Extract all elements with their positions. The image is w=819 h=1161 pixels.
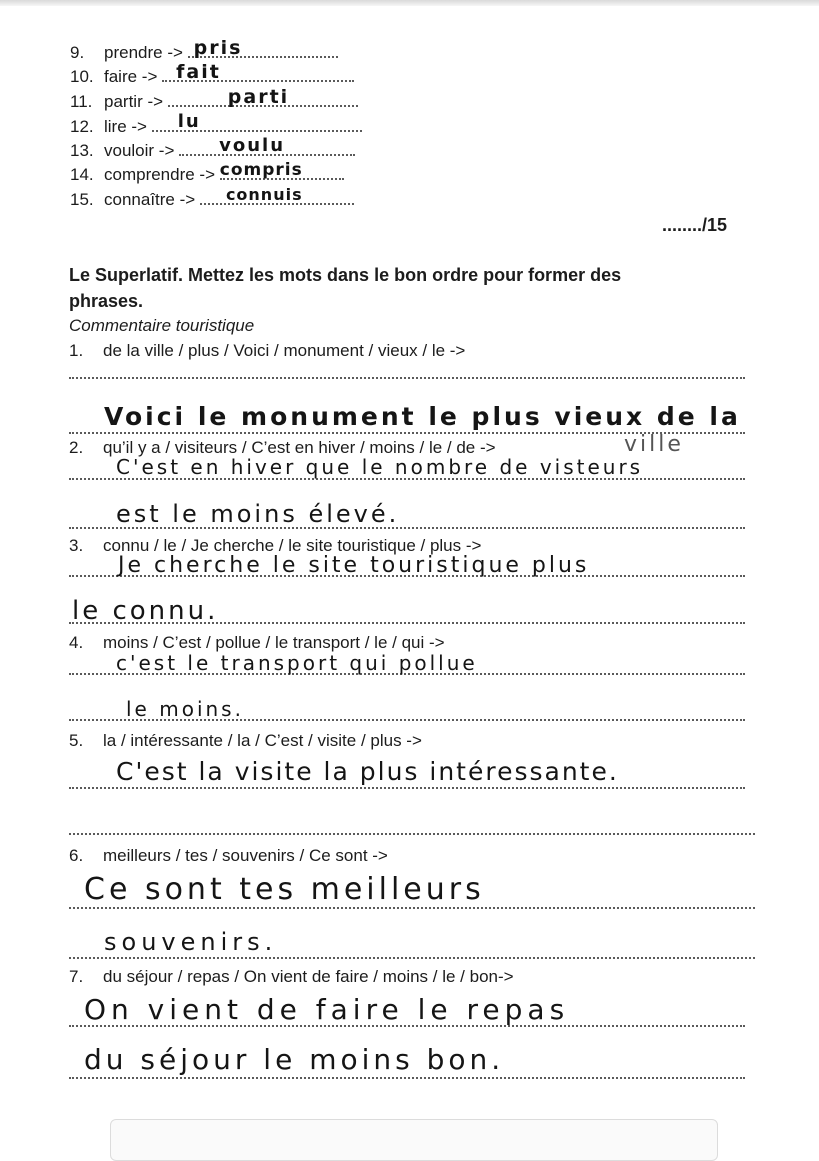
question-number: 5.	[69, 731, 84, 750]
question-number: 6.	[69, 846, 84, 865]
verb-label: comprendre ->	[104, 165, 216, 184]
answer-blank[interactable]	[168, 86, 358, 108]
answer-blank[interactable]	[152, 111, 362, 132]
section-title-cont: phrases.	[69, 291, 144, 311]
question-text: du séjour / repas / On vient de faire / moins / le / bon->	[103, 967, 514, 986]
question-1-answer: Voici le monument le plus vieux de la	[104, 402, 741, 431]
verb-item-14	[70, 160, 344, 185]
question-4-prompt	[69, 633, 445, 653]
verb-label: partir ->	[104, 92, 164, 111]
answer-line-6b[interactable]	[69, 957, 755, 959]
verb-label: faire ->	[104, 67, 158, 86]
handwritten-answer: compris	[219, 160, 303, 180]
question-1-prompt	[69, 341, 465, 361]
verb-item-10	[70, 61, 354, 87]
question-number: 1.	[69, 341, 84, 360]
question-number: 3.	[69, 536, 84, 555]
answer-line-1a[interactable]	[69, 377, 745, 379]
score-label: ......../15	[662, 215, 728, 235]
question-number: 2.	[69, 438, 84, 457]
verb-item-12	[70, 111, 362, 137]
question-7-answer-2: du séjour le moins bon.	[84, 1043, 505, 1076]
question-2-answer-1: C'est en hiver que le nombre de visteurs	[116, 455, 644, 479]
section-subtitle: Commentaire touristique	[69, 316, 255, 335]
answer-blank[interactable]	[188, 37, 338, 59]
verb-item-9	[70, 37, 338, 63]
question-number: 4.	[69, 633, 84, 652]
question-4-answer-1: c'est le transport qui pollue	[116, 651, 478, 675]
item-number: 12.	[70, 117, 94, 136]
top-scroll-shadow	[0, 0, 819, 6]
verb-label: vouloir ->	[104, 141, 175, 160]
question-text: moins / C’est / pollue / le transport / le / qui ->	[103, 633, 445, 652]
section-title: Le Superlatif. Mettez les mots dans le bon ordre pour former des	[69, 265, 622, 285]
question-7-answer-1: On vient de faire le repas	[84, 993, 570, 1026]
question-text: meilleurs / tes / souvenirs / Ce sont ->	[103, 846, 388, 865]
verb-item-13	[70, 135, 355, 161]
bottom-panel	[110, 1119, 718, 1161]
question-4-answer-2: le moins.	[126, 697, 244, 721]
item-number: 14.	[70, 165, 94, 184]
answer-blank[interactable]	[219, 160, 344, 180]
answer-line-5b[interactable]	[69, 833, 755, 835]
question-text: qu’il y a / visiteurs / C’est en hiver / moins / le / de ->	[103, 438, 496, 457]
verb-label: lire ->	[104, 117, 147, 136]
item-number: 10.	[70, 67, 94, 86]
question-6-prompt	[69, 846, 388, 866]
item-number: 11.	[70, 92, 93, 111]
question-5-answer-1: C'est la visite la plus intéressante.	[116, 757, 619, 786]
question-3-answer-1: Je cherche le site touristique plus	[118, 553, 590, 578]
question-2-answer-2: est le moins élevé.	[116, 500, 400, 528]
question-1-answer-overflow: ville	[624, 432, 684, 457]
item-number: 9.	[70, 43, 85, 62]
answer-line-5a[interactable]	[69, 787, 745, 789]
verb-item-11	[70, 86, 358, 112]
verb-item-15	[70, 185, 354, 210]
handwritten-answer: lu	[177, 111, 201, 132]
answer-blank[interactable]	[162, 61, 354, 83]
answer-blank[interactable]	[200, 185, 354, 205]
verb-label: prendre ->	[104, 43, 183, 62]
question-6-answer-2: souvenirs.	[104, 928, 278, 956]
question-number: 7.	[69, 967, 84, 986]
answer-blank[interactable]	[179, 135, 355, 156]
handwritten-answer: voulu	[219, 135, 286, 156]
handwritten-answer: fait	[176, 61, 221, 83]
handwritten-answer: connuis	[225, 185, 303, 204]
question-text: connu / le / Je cherche / le site touristique / plus ->	[103, 536, 482, 555]
question-6-answer-1: Ce sont tes meilleurs	[84, 872, 485, 907]
answer-line-7b[interactable]	[69, 1077, 745, 1079]
answer-line-6a[interactable]	[69, 907, 755, 909]
question-5-prompt	[69, 731, 422, 751]
question-text: de la ville / plus / Voici / monument / vieux / le ->	[103, 341, 466, 360]
handwritten-answer: parti	[227, 86, 290, 108]
item-number: 15.	[70, 190, 94, 209]
item-number: 13.	[70, 141, 94, 160]
question-7-prompt	[69, 967, 514, 987]
verb-label: connaître ->	[104, 190, 196, 209]
handwritten-answer: pris	[193, 37, 243, 59]
question-text: la / intéressante / la / C’est / visite / plus ->	[103, 731, 422, 750]
question-3-answer-2: le connu.	[72, 596, 219, 626]
